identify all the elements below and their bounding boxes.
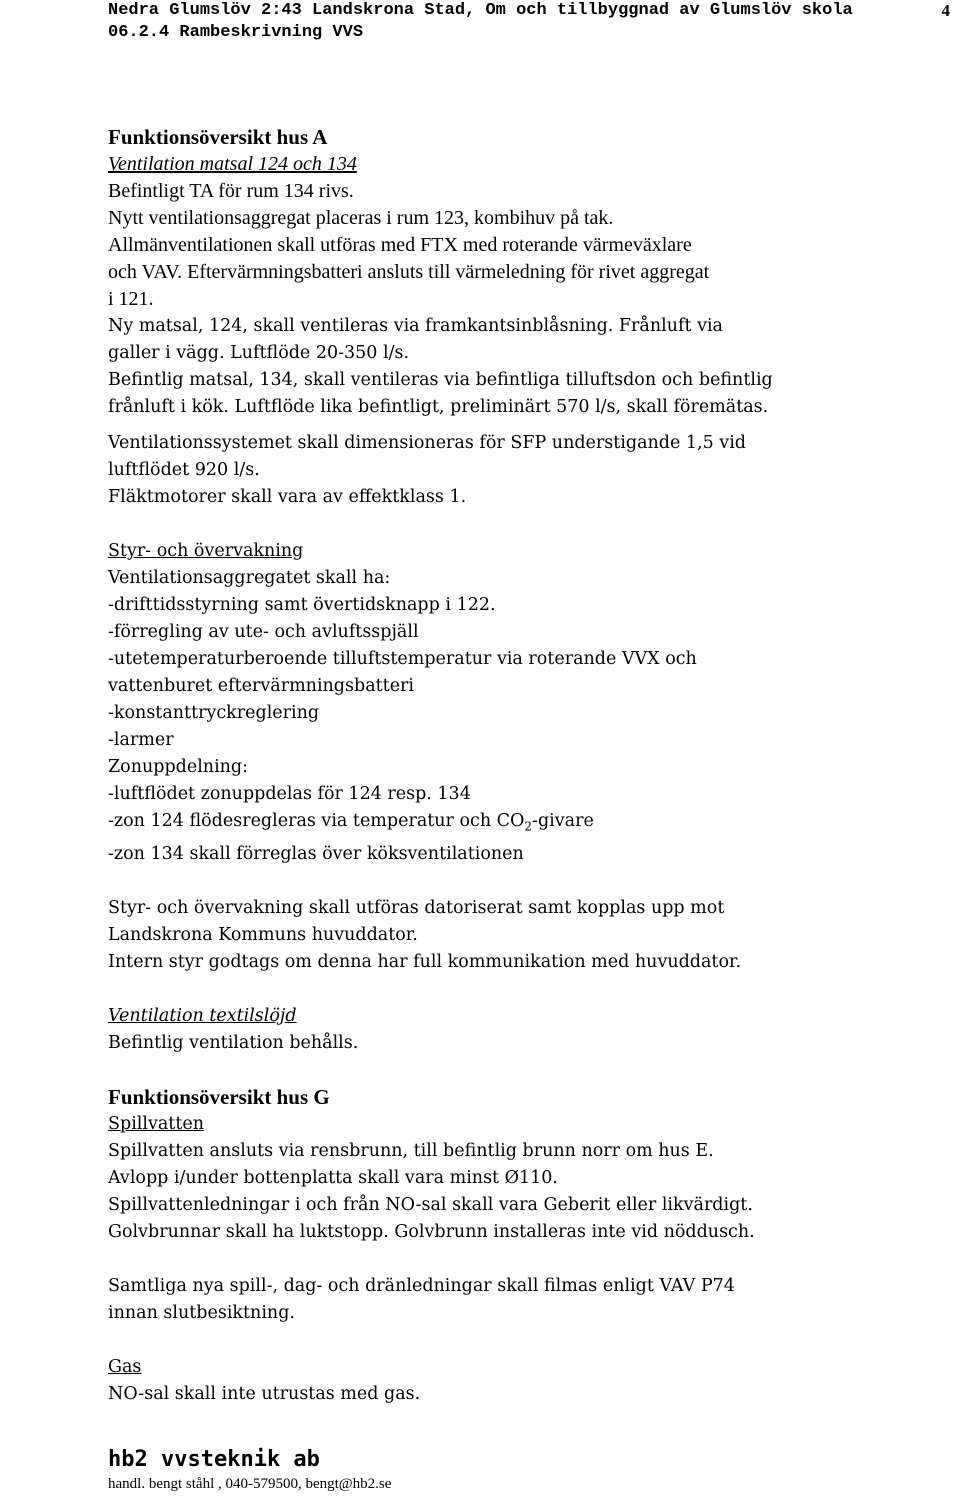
subheading-ventilation-matsal: Ventilation matsal 124 och 134 <box>108 153 357 175</box>
document-body <box>108 124 948 1408</box>
list-item-co2 <box>108 808 948 841</box>
paragraph-line: luftflödet 920 l/s. <box>108 460 260 480</box>
section-title-house-a: Funktionsöversikt hus A <box>108 125 328 149</box>
paragraph-line: Fläktmotorer skall vara av effektklass 1. <box>108 487 467 507</box>
list-item: -larmer <box>108 730 174 750</box>
subheading-ventilation-textile: Ventilation textilslöjd <box>108 1005 297 1026</box>
paragraph-line: galler i vägg. Luftflöde 20-350 l/s. <box>108 343 410 363</box>
co2-text-before: -zon 124 flödesregleras via temperatur och CO <box>108 811 525 831</box>
list-item: -förregling av ute- och avluftsspjäll <box>108 622 419 642</box>
paragraph-line: Befintlig matsal, 134, skall ventileras via befintliga tilluftsdon och befintlig <box>108 370 773 390</box>
paragraph-line: Ny matsal, 124, skall ventileras via framkantsinblåsning. Frånluft via <box>108 316 723 336</box>
subheading-sewage: Spillvatten <box>108 1113 204 1134</box>
paragraph-line: Samtliga nya spill-, dag- och dränledningar skall filmas enligt VAV P74 <box>108 1275 735 1296</box>
list-item: -konstanttryckreglering <box>108 703 320 723</box>
paragraph-line: innan slutbesiktning. <box>108 1302 295 1323</box>
paragraph-line: Befintlig ventilation behålls. <box>108 1032 359 1053</box>
paragraph-line: Golvbrunnar skall ha luktstopp. Golvbrunn installeras inte vid nöddusch. <box>108 1221 755 1242</box>
co2-text-after: -givare <box>532 811 594 831</box>
subheading-gas: Gas <box>108 1356 142 1377</box>
co2-subscript: 2 <box>524 819 533 834</box>
section-title-house-g: Funktionsöversikt hus G <box>108 1084 330 1109</box>
list-item: Ventilationsaggregatet skall ha: <box>108 568 391 588</box>
list-item: Zonuppdelning: <box>108 757 249 777</box>
paragraph-line: Allmänventilationen skall utföras med FTX med roterande värmeväxlare <box>108 234 692 256</box>
footer-contact: handl. bengt ståhl , 040-579500, bengt@hb2.se <box>108 1476 392 1492</box>
paragraph-line: Styr- och övervakning skall utföras datoriserat samt kopplas upp mot <box>108 897 725 918</box>
paragraph-line: Spillvattenledningar i och från NO-sal skall vara Geberit eller likvärdigt. <box>108 1194 753 1215</box>
list-item: -utetemperaturberoende tilluftstemperatur via roterande VVX och <box>108 649 697 669</box>
list-item: -zon 134 skall förreglas över köksventilationen <box>108 843 524 864</box>
paragraph-line: Ventilationssystemet skall dimensioneras för SFP understigande 1,5 vid <box>108 433 746 453</box>
subheading-control: Styr- och övervakning <box>108 541 304 561</box>
header-project-title: Nedra Glumslöv 2:43 Landskrona Stad, Om och tillbyggnad av Glumslöv skola <box>108 1 853 20</box>
footer-company-name: hb2 vvsteknik ab <box>108 1447 320 1472</box>
page-footer <box>108 1446 391 1494</box>
list-item: -drifttidsstyrning samt övertidsknapp i 122. <box>108 595 496 615</box>
paragraph-line: Nytt ventilationsaggregat placeras i rum 123, kombihuv på tak. <box>108 207 614 229</box>
paragraph-line: frånluft i kök. Luftflöde lika befintligt, preliminärt 570 l/s, skall föremätas. <box>108 397 769 417</box>
paragraph-line: Befintligt TA för rum 134 rivs. <box>108 180 354 202</box>
paragraph-line: Avlopp i/under bottenplatta skall vara minst Ø110. <box>108 1167 558 1188</box>
list-item: -luftflödet zonuppdelas för 124 resp. 134 <box>108 784 471 804</box>
paragraph-line: Landskrona Kommuns huvuddator. <box>108 924 418 945</box>
paragraph-line: Intern styr godtags om denna har full kommunikation med huvuddator. <box>108 951 742 972</box>
paragraph-line: NO-sal skall inte utrustas med gas. <box>108 1383 421 1404</box>
paragraph-line: i 121. <box>108 288 154 310</box>
header-document-title: 06.2.4 Rambeskrivning VVS <box>108 23 364 42</box>
list-item: vattenburet eftervärmningsbatteri <box>108 676 415 696</box>
paragraph-line: Spillvatten ansluts via rensbrunn, till befintlig brunn norr om hus E. <box>108 1140 714 1161</box>
paragraph-line: och VAV. Eftervärmningsbatteri ansluts till värmeledning för rivet aggregat <box>108 261 710 283</box>
page-number: 4 <box>941 1 950 20</box>
page-header <box>108 0 960 44</box>
